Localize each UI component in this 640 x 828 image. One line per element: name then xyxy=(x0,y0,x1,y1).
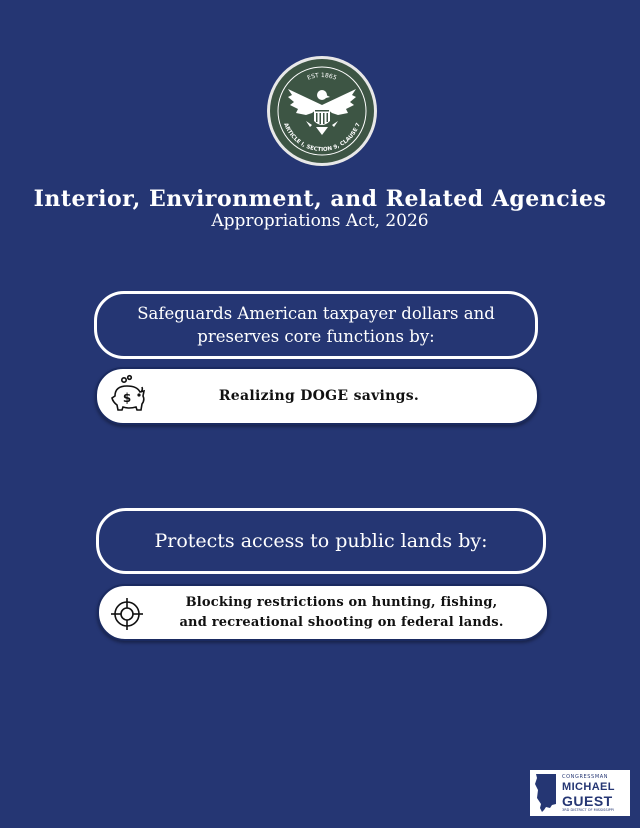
page-subtitle: Appropriations Act, 2026 xyxy=(211,211,429,231)
section-heading-text: Protects access to public lands by: xyxy=(154,530,488,552)
logo-line4: 3RD DISTRICT OF MISSISSIPPI xyxy=(562,808,614,812)
congressman-logo xyxy=(530,770,630,816)
item-text xyxy=(149,593,534,632)
page-title: Interior, Environment, and Related Agencies xyxy=(33,186,607,212)
section-heading-text: Safeguards American taxpayer dollars and preserves core functions by: xyxy=(137,303,495,346)
section-heading-taxpayer xyxy=(94,291,538,359)
item-hunting-restrictions xyxy=(97,584,549,641)
section-heading-public-lands xyxy=(96,508,546,574)
svg-text:$: $ xyxy=(122,391,132,405)
item-text-line2: and recreational shooting on federal lands. xyxy=(179,614,504,630)
logo-line2: MICHAEL xyxy=(562,781,615,793)
item-doge-savings xyxy=(95,367,539,425)
crosshair-icon xyxy=(109,596,145,632)
item-text-line1: Blocking restrictions on hunting, fishing, xyxy=(185,595,498,610)
item-text: Realizing DOGE savings. xyxy=(218,388,420,404)
appropriations-seal xyxy=(266,55,378,167)
logo-line1: CONGRESSMAN xyxy=(562,774,609,780)
seal-top-text: EST 1865 xyxy=(306,71,338,82)
logo-line3: GUEST xyxy=(562,793,613,809)
seal-bottom-text: ARTICLE I, SECTION 9, CLAUSE 7 xyxy=(282,122,362,154)
mississippi-state-icon xyxy=(534,774,558,812)
